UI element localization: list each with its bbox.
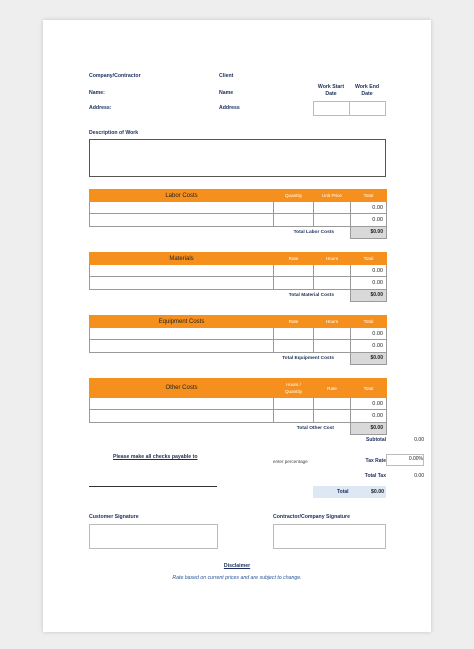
equipment-total-value: $0.00 [351,352,387,364]
labor-unit-price-cell[interactable] [314,202,351,214]
other-row-total: 0.00 [351,398,387,410]
materials-rate-header: Rate [274,253,314,265]
materials-row-total: 0.00 [351,265,387,277]
table-row [90,265,387,277]
labor-total-header: Total [351,190,387,202]
other-hours-quantity-header: Hours / Quantity [274,379,314,398]
grand-total-value: $0.00 [371,489,384,495]
equipment-costs-title: Equipment Costs [90,316,274,328]
labor-quantity-cell[interactable] [274,214,314,226]
total-tax-label: Total Tax [364,473,386,479]
table-row [90,202,387,214]
other-total-label: Total Other Cost [296,425,334,431]
equipment-hours-cell[interactable] [314,328,351,340]
subtotal-label: Subtotal [366,437,386,443]
work-start-date-field[interactable] [313,101,350,116]
equipment-row-total: 0.00 [351,328,387,340]
other-rate-cell[interactable] [314,398,351,410]
table-row [90,340,387,352]
disclaimer-title: Disclaimer [223,563,251,569]
materials-row-total: 0.00 [351,277,387,289]
table-row [90,277,387,289]
materials-total-label: Total Material Costs [288,292,334,298]
company-address-label: Address: [89,105,112,111]
equipment-description-cell[interactable] [90,328,274,340]
other-costs-title: Other Costs [90,379,274,398]
equipment-hours-header: Hours [314,316,351,328]
labor-unit-price-cell[interactable] [314,214,351,226]
labor-description-cell[interactable] [90,214,274,226]
company-contractor-label: Company/Contractor [89,73,141,79]
materials-total-header: Total [351,253,387,265]
client-address-label: Address [219,105,240,111]
other-hours-cell[interactable] [274,410,314,422]
payable-to-line[interactable] [89,486,217,487]
equipment-costs-table [89,315,387,365]
other-row-total: 0.00 [351,410,387,422]
labor-row-total: 0.00 [351,202,387,214]
materials-total-value: $0.00 [351,289,387,301]
subtotal-value: 0.00 [414,437,424,443]
equipment-hours-cell[interactable] [314,340,351,352]
disclaimer-text: Rate based on current prices and are subject to change. [172,575,302,581]
other-description-cell[interactable] [90,398,274,410]
table-row [90,328,387,340]
equipment-description-cell[interactable] [90,340,274,352]
payable-to-text: Please make all checks payable to [113,454,198,460]
table-row [90,214,387,226]
client-label: Client [219,73,234,79]
labor-total-value: $0.00 [351,226,387,238]
other-hours-cell[interactable] [274,398,314,410]
tax-rate-label: Tax Rate [365,458,386,464]
labor-total-label: Total Labor Costs [293,229,334,235]
tax-rate-row [311,454,426,466]
estimate-form-page [43,20,431,632]
description-field[interactable] [89,139,386,177]
table-row [90,410,387,422]
other-rate-cell[interactable] [314,410,351,422]
grand-total-row [313,486,386,498]
total-tax-value: 0.00 [414,473,424,479]
other-total-value: $0.00 [351,422,387,434]
work-end-date-label: Work End Date [354,84,380,97]
other-costs-table [89,378,387,435]
labor-row-total: 0.00 [351,214,387,226]
labor-description-cell[interactable] [90,202,274,214]
labor-quantity-header: Quantity [274,190,314,202]
subtotal-row [311,434,426,446]
customer-signature-field[interactable] [89,524,218,549]
equipment-rate-cell[interactable] [274,340,314,352]
equipment-rate-cell[interactable] [274,328,314,340]
grand-total-label: Total [337,489,349,495]
materials-hours-cell[interactable] [314,277,351,289]
equipment-row-total: 0.00 [351,340,387,352]
materials-description-cell[interactable] [90,277,274,289]
materials-hours-cell[interactable] [314,265,351,277]
other-description-cell[interactable] [90,410,274,422]
materials-rate-cell[interactable] [274,277,314,289]
contractor-signature-label: Contractor/Company Signature [273,514,350,520]
description-label: Description of Work [89,130,139,136]
labor-costs-title: Labor Costs [90,190,274,202]
contractor-signature-field[interactable] [273,524,386,549]
tax-rate-input[interactable]: 0.00% [386,454,424,466]
materials-title: Materials [90,253,274,265]
materials-table [89,252,387,302]
work-end-date-field[interactable] [349,101,386,116]
company-name-label: Name: [89,90,105,96]
table-row [90,398,387,410]
customer-signature-label: Customer Signature [89,514,139,520]
materials-rate-cell[interactable] [274,265,314,277]
total-tax-row [311,470,426,482]
labor-costs-table [89,189,387,239]
other-total-header: Total [351,379,387,398]
work-start-date-label: Work Start Date [317,84,345,97]
materials-hours-header: Hours [314,253,351,265]
materials-description-cell[interactable] [90,265,274,277]
other-rate-header: Rate [314,379,351,398]
equipment-total-label: Total Equipment Costs [282,355,334,361]
labor-unit-price-header: Unit Price [314,190,351,202]
labor-quantity-cell[interactable] [274,202,314,214]
equipment-total-header: Total [351,316,387,328]
client-name-label: Name [219,90,234,96]
equipment-rate-header: Rate [274,316,314,328]
tax-hint: enter percentage [273,459,308,464]
